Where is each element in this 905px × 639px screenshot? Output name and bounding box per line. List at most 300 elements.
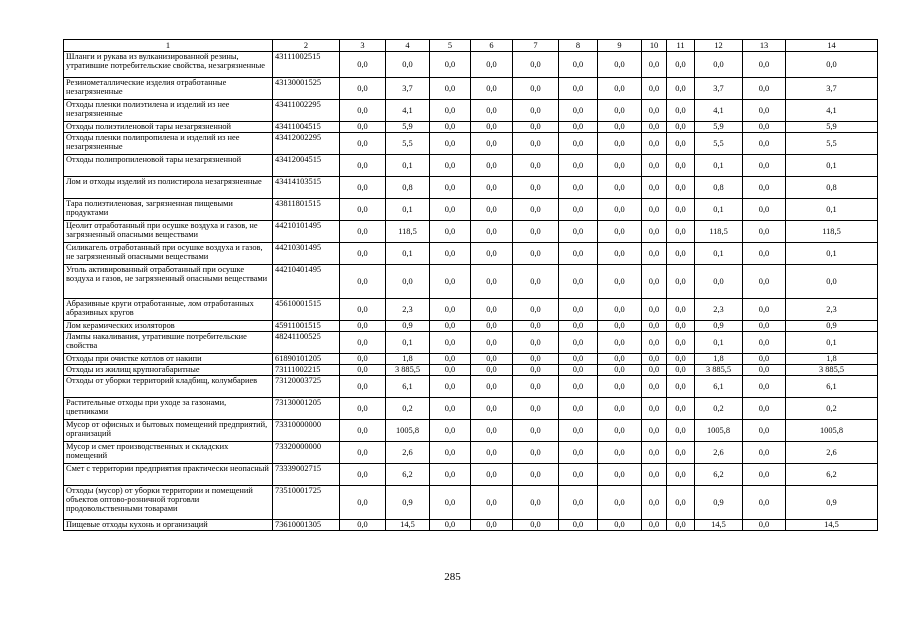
value-cell: 0,0 bbox=[430, 122, 471, 133]
value-cell: 0,9 bbox=[386, 321, 430, 332]
value-cell: 0,0 bbox=[667, 464, 695, 486]
value-cell: 0,0 bbox=[340, 52, 386, 78]
value-cell: 14,5 bbox=[695, 520, 743, 531]
value-cell: 6,2 bbox=[386, 464, 430, 486]
value-cell: 0,0 bbox=[471, 78, 513, 100]
value-cell: 14,5 bbox=[786, 520, 878, 531]
waste-code-cell: 73120003725 bbox=[273, 376, 340, 398]
table-row bbox=[64, 265, 878, 299]
table-row bbox=[64, 299, 878, 321]
value-cell: 1,8 bbox=[695, 354, 743, 365]
value-cell: 0,0 bbox=[667, 332, 695, 354]
value-cell: 6,1 bbox=[786, 376, 878, 398]
table-row bbox=[64, 243, 878, 265]
value-cell: 0,0 bbox=[559, 243, 598, 265]
value-cell: 0,0 bbox=[642, 299, 667, 321]
value-cell: 0,0 bbox=[642, 332, 667, 354]
value-cell: 0,0 bbox=[513, 177, 559, 199]
value-cell: 0,1 bbox=[786, 155, 878, 177]
value-cell: 0,1 bbox=[386, 332, 430, 354]
column-number: 3 bbox=[340, 40, 386, 52]
waste-name-cell: Лом керамических изоляторов bbox=[64, 321, 273, 332]
value-cell: 0,0 bbox=[340, 100, 386, 122]
value-cell: 0,0 bbox=[513, 520, 559, 531]
value-cell: 0,0 bbox=[386, 265, 430, 299]
value-cell: 6,1 bbox=[386, 376, 430, 398]
value-cell: 0,0 bbox=[642, 354, 667, 365]
value-cell: 0,0 bbox=[743, 376, 786, 398]
value-cell: 0,1 bbox=[386, 243, 430, 265]
value-cell: 0,0 bbox=[559, 100, 598, 122]
value-cell: 0,0 bbox=[598, 122, 642, 133]
value-cell: 0,0 bbox=[513, 299, 559, 321]
value-cell: 0,0 bbox=[513, 332, 559, 354]
value-cell: 0,0 bbox=[743, 133, 786, 155]
waste-code-cell: 44210301495 bbox=[273, 243, 340, 265]
value-cell: 0,0 bbox=[559, 122, 598, 133]
value-cell: 118,5 bbox=[695, 221, 743, 243]
table-row bbox=[64, 332, 878, 354]
value-cell: 0,2 bbox=[386, 398, 430, 420]
waste-name-cell: Мусор от офисных и бытовых помещений предприятий, организаций bbox=[64, 420, 273, 442]
value-cell: 0,0 bbox=[430, 464, 471, 486]
value-cell: 0,0 bbox=[471, 442, 513, 464]
table-row bbox=[64, 321, 878, 332]
value-cell: 0,0 bbox=[667, 520, 695, 531]
value-cell: 0,0 bbox=[743, 221, 786, 243]
table-row bbox=[64, 155, 878, 177]
value-cell: 0,0 bbox=[743, 78, 786, 100]
value-cell: 0,8 bbox=[695, 177, 743, 199]
value-cell: 0,0 bbox=[340, 398, 386, 420]
value-cell: 0,0 bbox=[430, 332, 471, 354]
waste-code-cell: 73339002715 bbox=[273, 464, 340, 486]
waste-name-cell: Отходы при очистке котлов от накипи bbox=[64, 354, 273, 365]
value-cell: 0,0 bbox=[743, 299, 786, 321]
table-row bbox=[64, 442, 878, 464]
waste-name-cell: Растительные отходы при уходе за газонами, цветниками bbox=[64, 398, 273, 420]
value-cell: 0,0 bbox=[340, 299, 386, 321]
value-cell: 0,0 bbox=[743, 398, 786, 420]
value-cell: 0,0 bbox=[642, 265, 667, 299]
value-cell: 0,0 bbox=[743, 420, 786, 442]
value-cell: 0,0 bbox=[743, 486, 786, 520]
value-cell: 3 885,5 bbox=[386, 365, 430, 376]
value-cell: 0,0 bbox=[667, 78, 695, 100]
value-cell: 5,5 bbox=[695, 133, 743, 155]
table-row bbox=[64, 420, 878, 442]
column-number: 7 bbox=[513, 40, 559, 52]
waste-code-cell: 61890101205 bbox=[273, 354, 340, 365]
value-cell: 0,0 bbox=[667, 299, 695, 321]
value-cell: 0,0 bbox=[430, 365, 471, 376]
value-cell: 0,0 bbox=[559, 365, 598, 376]
value-cell: 0,0 bbox=[667, 486, 695, 520]
value-cell: 0,0 bbox=[743, 52, 786, 78]
value-cell: 0,0 bbox=[340, 155, 386, 177]
value-cell: 0,0 bbox=[667, 420, 695, 442]
value-cell: 0,0 bbox=[743, 243, 786, 265]
value-cell: 0,0 bbox=[743, 442, 786, 464]
column-number: 2 bbox=[273, 40, 340, 52]
value-cell: 0,0 bbox=[340, 122, 386, 133]
value-cell: 0,0 bbox=[598, 52, 642, 78]
value-cell: 0,0 bbox=[642, 376, 667, 398]
column-number: 9 bbox=[598, 40, 642, 52]
value-cell: 0,0 bbox=[667, 122, 695, 133]
value-cell: 0,0 bbox=[471, 155, 513, 177]
table-row bbox=[64, 177, 878, 199]
value-cell: 0,0 bbox=[598, 321, 642, 332]
value-cell: 0,0 bbox=[513, 354, 559, 365]
value-cell: 5,5 bbox=[786, 133, 878, 155]
value-cell: 0,2 bbox=[695, 398, 743, 420]
value-cell: 0,0 bbox=[743, 365, 786, 376]
waste-name-cell: Тара полиэтиленовая, загрязненная пищевыми продуктами bbox=[64, 199, 273, 221]
column-number: 10 bbox=[642, 40, 667, 52]
value-cell: 0,0 bbox=[598, 354, 642, 365]
waste-code-cell: 73310000000 bbox=[273, 420, 340, 442]
value-cell: 0,1 bbox=[386, 155, 430, 177]
value-cell: 0,0 bbox=[340, 376, 386, 398]
value-cell: 0,0 bbox=[786, 265, 878, 299]
waste-table bbox=[63, 39, 878, 531]
value-cell: 0,0 bbox=[430, 299, 471, 321]
value-cell: 0,0 bbox=[559, 199, 598, 221]
value-cell: 0,0 bbox=[743, 332, 786, 354]
value-cell: 0,0 bbox=[642, 420, 667, 442]
value-cell: 0,0 bbox=[471, 398, 513, 420]
value-cell: 4,1 bbox=[786, 100, 878, 122]
value-cell: 0,0 bbox=[430, 199, 471, 221]
value-cell: 0,0 bbox=[559, 464, 598, 486]
value-cell: 0,0 bbox=[667, 52, 695, 78]
table-body bbox=[64, 52, 878, 531]
value-cell: 118,5 bbox=[386, 221, 430, 243]
waste-name-cell: Уголь активированный отработанный при осушке воздуха и газов, не загрязненный опасными веществами bbox=[64, 265, 273, 299]
value-cell: 0,0 bbox=[667, 221, 695, 243]
value-cell: 0,9 bbox=[695, 321, 743, 332]
value-cell: 0,0 bbox=[743, 520, 786, 531]
value-cell: 0,0 bbox=[598, 177, 642, 199]
value-cell: 0,0 bbox=[513, 78, 559, 100]
value-cell: 0,0 bbox=[559, 52, 598, 78]
value-cell: 3,7 bbox=[786, 78, 878, 100]
waste-code-cell: 73610001305 bbox=[273, 520, 340, 531]
value-cell: 6,2 bbox=[786, 464, 878, 486]
value-cell: 0,8 bbox=[386, 177, 430, 199]
value-cell: 0,0 bbox=[598, 376, 642, 398]
waste-code-cell: 43811801515 bbox=[273, 199, 340, 221]
waste-name-cell: Отходы пленки полипропилена и изделий из нее незагрязненные bbox=[64, 133, 273, 155]
page-number: 285 bbox=[444, 571, 461, 583]
value-cell: 2,6 bbox=[386, 442, 430, 464]
value-cell: 0,0 bbox=[559, 354, 598, 365]
value-cell: 0,0 bbox=[559, 442, 598, 464]
value-cell: 0,0 bbox=[667, 265, 695, 299]
value-cell: 0,2 bbox=[786, 398, 878, 420]
waste-code-cell: 73320000000 bbox=[273, 442, 340, 464]
value-cell: 0,0 bbox=[598, 221, 642, 243]
value-cell: 0,0 bbox=[559, 398, 598, 420]
value-cell: 0,0 bbox=[559, 177, 598, 199]
value-cell: 0,0 bbox=[430, 376, 471, 398]
value-cell: 0,0 bbox=[642, 221, 667, 243]
value-cell: 0,0 bbox=[471, 464, 513, 486]
value-cell: 0,0 bbox=[598, 520, 642, 531]
value-cell: 0,0 bbox=[667, 442, 695, 464]
waste-code-cell: 73111002215 bbox=[273, 365, 340, 376]
value-cell: 0,0 bbox=[598, 299, 642, 321]
waste-code-cell: 45610001515 bbox=[273, 299, 340, 321]
value-cell: 14,5 bbox=[386, 520, 430, 531]
value-cell: 0,0 bbox=[471, 332, 513, 354]
value-cell: 0,0 bbox=[743, 177, 786, 199]
value-cell: 0,1 bbox=[695, 199, 743, 221]
waste-code-cell: 43412004515 bbox=[273, 155, 340, 177]
value-cell: 0,0 bbox=[598, 398, 642, 420]
value-cell: 0,0 bbox=[642, 122, 667, 133]
value-cell: 0,0 bbox=[471, 420, 513, 442]
waste-name-cell: Силикагель отработанный при осушке воздуха и газов, не загрязненный опасными веществами bbox=[64, 243, 273, 265]
value-cell: 0,1 bbox=[786, 199, 878, 221]
value-cell: 0,0 bbox=[340, 78, 386, 100]
column-number: 6 bbox=[471, 40, 513, 52]
value-cell: 0,0 bbox=[430, 321, 471, 332]
value-cell: 0,0 bbox=[559, 133, 598, 155]
value-cell: 0,0 bbox=[471, 265, 513, 299]
waste-name-cell: Отходы от уборки территорий кладбищ, колумбариев bbox=[64, 376, 273, 398]
value-cell: 0,0 bbox=[513, 199, 559, 221]
value-cell: 0,0 bbox=[559, 265, 598, 299]
value-cell: 0,0 bbox=[471, 52, 513, 78]
value-cell: 0,0 bbox=[340, 354, 386, 365]
value-cell: 0,0 bbox=[513, 486, 559, 520]
waste-code-cell: 43414103515 bbox=[273, 177, 340, 199]
value-cell: 0,0 bbox=[559, 78, 598, 100]
value-cell: 0,0 bbox=[598, 420, 642, 442]
value-cell: 0,0 bbox=[340, 243, 386, 265]
value-cell: 0,0 bbox=[430, 52, 471, 78]
value-cell: 0,0 bbox=[667, 100, 695, 122]
waste-name-cell: Отходы (мусор) от уборки территории и помещений объектов оптово-розничной торговли продовольственными товарами bbox=[64, 486, 273, 520]
value-cell: 0,9 bbox=[695, 486, 743, 520]
column-number: 14 bbox=[786, 40, 878, 52]
value-cell: 0,0 bbox=[559, 376, 598, 398]
value-cell: 0,1 bbox=[386, 199, 430, 221]
value-cell: 2,3 bbox=[786, 299, 878, 321]
value-cell: 0,0 bbox=[471, 243, 513, 265]
value-cell: 0,1 bbox=[695, 155, 743, 177]
waste-name-cell: Отходы пленки полиэтилена и изделий из нее незагрязненные bbox=[64, 100, 273, 122]
column-number: 5 bbox=[430, 40, 471, 52]
value-cell: 0,0 bbox=[471, 100, 513, 122]
waste-name-cell: Мусор и смет производственных и складских помещений bbox=[64, 442, 273, 464]
value-cell: 0,1 bbox=[695, 332, 743, 354]
value-cell: 0,0 bbox=[340, 133, 386, 155]
value-cell: 0,0 bbox=[743, 199, 786, 221]
value-cell: 0,0 bbox=[642, 321, 667, 332]
value-cell: 0,0 bbox=[743, 464, 786, 486]
value-cell: 6,2 bbox=[695, 464, 743, 486]
value-cell: 0,0 bbox=[513, 321, 559, 332]
value-cell: 0,0 bbox=[430, 243, 471, 265]
value-cell: 1005,8 bbox=[695, 420, 743, 442]
value-cell: 0,0 bbox=[642, 243, 667, 265]
value-cell: 0,0 bbox=[743, 155, 786, 177]
value-cell: 0,0 bbox=[513, 442, 559, 464]
value-cell: 0,0 bbox=[340, 221, 386, 243]
table-row bbox=[64, 486, 878, 520]
value-cell: 0,0 bbox=[642, 155, 667, 177]
value-cell: 0,0 bbox=[667, 354, 695, 365]
value-cell: 0,0 bbox=[743, 122, 786, 133]
value-cell: 0,0 bbox=[430, 520, 471, 531]
value-cell: 0,0 bbox=[430, 221, 471, 243]
value-cell: 0,0 bbox=[598, 78, 642, 100]
waste-name-cell: Лампы накаливания, утратившие потребительские свойства bbox=[64, 332, 273, 354]
value-cell: 0,0 bbox=[598, 486, 642, 520]
value-cell: 0,0 bbox=[667, 243, 695, 265]
waste-name-cell: Резинометаллические изделия отработанные незагрязненные bbox=[64, 78, 273, 100]
value-cell: 6,1 bbox=[695, 376, 743, 398]
value-cell: 0,0 bbox=[598, 442, 642, 464]
value-cell: 0,0 bbox=[340, 321, 386, 332]
waste-code-cell: 45911001515 bbox=[273, 321, 340, 332]
column-number: 4 bbox=[386, 40, 430, 52]
value-cell: 0,0 bbox=[513, 365, 559, 376]
waste-name-cell: Абразивные круги отработанные, лом отработанных абразивных кругов bbox=[64, 299, 273, 321]
value-cell: 0,0 bbox=[642, 464, 667, 486]
value-cell: 0,0 bbox=[667, 177, 695, 199]
table-row bbox=[64, 354, 878, 365]
column-number-row bbox=[64, 40, 878, 52]
value-cell: 2,6 bbox=[695, 442, 743, 464]
value-cell: 0,0 bbox=[340, 265, 386, 299]
value-cell: 0,0 bbox=[559, 332, 598, 354]
value-cell: 0,0 bbox=[559, 321, 598, 332]
waste-name-cell: Смет с территории предприятия практически неопасный bbox=[64, 464, 273, 486]
waste-code-cell: 44210101495 bbox=[273, 221, 340, 243]
value-cell: 0,0 bbox=[430, 78, 471, 100]
value-cell: 0,0 bbox=[559, 486, 598, 520]
value-cell: 0,0 bbox=[642, 177, 667, 199]
value-cell: 0,0 bbox=[695, 52, 743, 78]
value-cell: 0,0 bbox=[386, 52, 430, 78]
value-cell: 0,0 bbox=[471, 321, 513, 332]
value-cell: 0,0 bbox=[559, 155, 598, 177]
value-cell: 0,0 bbox=[667, 133, 695, 155]
value-cell: 0,0 bbox=[471, 520, 513, 531]
waste-code-cell: 44210401495 bbox=[273, 265, 340, 299]
value-cell: 0,0 bbox=[430, 155, 471, 177]
value-cell: 0,0 bbox=[430, 354, 471, 365]
table-row bbox=[64, 221, 878, 243]
waste-code-cell: 43111002515 bbox=[273, 52, 340, 78]
value-cell: 0,0 bbox=[430, 100, 471, 122]
value-cell: 0,0 bbox=[471, 299, 513, 321]
value-cell: 0,0 bbox=[598, 464, 642, 486]
value-cell: 0,0 bbox=[559, 221, 598, 243]
table-row bbox=[64, 199, 878, 221]
value-cell: 0,0 bbox=[667, 155, 695, 177]
value-cell: 0,0 bbox=[513, 398, 559, 420]
table-row bbox=[64, 365, 878, 376]
value-cell: 3,7 bbox=[695, 78, 743, 100]
value-cell: 0,0 bbox=[430, 265, 471, 299]
value-cell: 1,8 bbox=[786, 354, 878, 365]
waste-name-cell: Отходы из жилищ крупногабаритные bbox=[64, 365, 273, 376]
value-cell: 0,0 bbox=[340, 365, 386, 376]
value-cell: 0,0 bbox=[513, 420, 559, 442]
value-cell: 0,0 bbox=[340, 332, 386, 354]
waste-name-cell: Отходы полипропиленовой тары незагрязненной bbox=[64, 155, 273, 177]
value-cell: 0,0 bbox=[642, 520, 667, 531]
value-cell: 0,1 bbox=[786, 332, 878, 354]
value-cell: 0,0 bbox=[340, 199, 386, 221]
value-cell: 0,0 bbox=[430, 177, 471, 199]
value-cell: 3,7 bbox=[386, 78, 430, 100]
value-cell: 1005,8 bbox=[786, 420, 878, 442]
value-cell: 0,0 bbox=[642, 199, 667, 221]
value-cell: 0,0 bbox=[471, 365, 513, 376]
value-cell: 0,0 bbox=[667, 376, 695, 398]
value-cell: 0,0 bbox=[642, 78, 667, 100]
value-cell: 0,0 bbox=[559, 299, 598, 321]
value-cell: 0,0 bbox=[430, 486, 471, 520]
value-cell: 0,0 bbox=[471, 199, 513, 221]
waste-name-cell: Цеолит отработанный при осушке воздуха и газов, не загрязненный опасными веществами bbox=[64, 221, 273, 243]
value-cell: 0,0 bbox=[743, 321, 786, 332]
value-cell: 0,0 bbox=[471, 221, 513, 243]
value-cell: 0,0 bbox=[430, 442, 471, 464]
waste-code-cell: 43411002295 bbox=[273, 100, 340, 122]
waste-code-cell: 73130001205 bbox=[273, 398, 340, 420]
value-cell: 1005,8 bbox=[386, 420, 430, 442]
value-cell: 5,9 bbox=[695, 122, 743, 133]
value-cell: 0,0 bbox=[513, 464, 559, 486]
table-row bbox=[64, 122, 878, 133]
value-cell: 0,0 bbox=[471, 133, 513, 155]
value-cell: 0,0 bbox=[598, 155, 642, 177]
value-cell: 0,0 bbox=[513, 376, 559, 398]
table-row bbox=[64, 133, 878, 155]
table-row bbox=[64, 100, 878, 122]
value-cell: 0,0 bbox=[513, 221, 559, 243]
value-cell: 3 885,5 bbox=[786, 365, 878, 376]
value-cell: 0,0 bbox=[430, 133, 471, 155]
value-cell: 0,0 bbox=[743, 354, 786, 365]
value-cell: 0,0 bbox=[430, 398, 471, 420]
value-cell: 4,1 bbox=[386, 100, 430, 122]
value-cell: 0,0 bbox=[471, 177, 513, 199]
column-number: 13 bbox=[743, 40, 786, 52]
value-cell: 0,8 bbox=[786, 177, 878, 199]
value-cell: 0,0 bbox=[642, 100, 667, 122]
value-cell: 0,0 bbox=[642, 365, 667, 376]
waste-code-cell: 43411004515 bbox=[273, 122, 340, 133]
value-cell: 0,0 bbox=[667, 365, 695, 376]
waste-code-cell: 43130001525 bbox=[273, 78, 340, 100]
value-cell: 0,0 bbox=[513, 52, 559, 78]
value-cell: 0,1 bbox=[695, 243, 743, 265]
value-cell: 0,0 bbox=[695, 265, 743, 299]
value-cell: 0,0 bbox=[598, 332, 642, 354]
value-cell: 0,0 bbox=[598, 265, 642, 299]
value-cell: 2,3 bbox=[695, 299, 743, 321]
value-cell: 0,0 bbox=[598, 365, 642, 376]
value-cell: 0,0 bbox=[743, 265, 786, 299]
